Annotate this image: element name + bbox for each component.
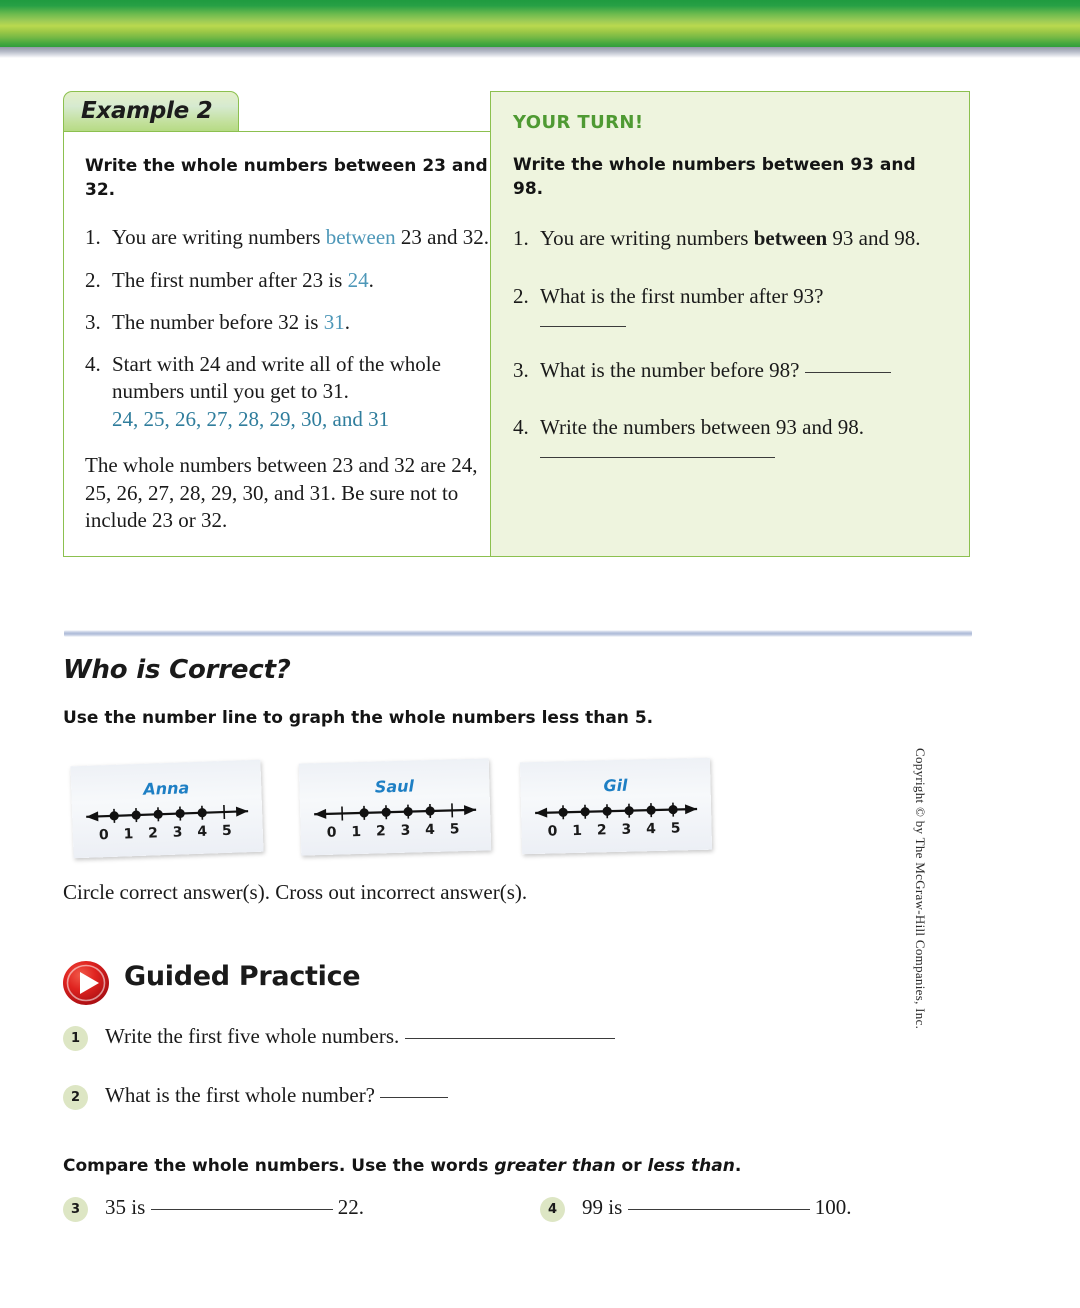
answer-blank[interactable] (405, 1038, 615, 1039)
page-content (0, 58, 1080, 1308)
step-number: 4. (513, 415, 529, 440)
your-turn-step (513, 357, 945, 384)
example-frame (63, 131, 519, 557)
step-answer-list: 24, 25, 26, 27, 28, 29, 30, and 31 (112, 406, 390, 431)
example-tab-label: Example 2 (81, 98, 213, 124)
step-text-post: . (344, 309, 350, 334)
compare-text-pre: Compare the whole numbers. Use the words (63, 1156, 495, 1176)
student-card-saul[interactable] (299, 758, 491, 855)
example-conclusion: The whole numbers between 23 and 32 are 24, 25, 26, 27, 28, 29, 30, and 31. Be sure not to include 23 or 32. (85, 453, 478, 533)
step-number: 2. (85, 267, 101, 292)
exercise-text: Write the first five whole numbers. (105, 1024, 400, 1048)
section-divider (64, 630, 972, 637)
student-name: Gil (603, 775, 628, 796)
your-turn-step (513, 225, 945, 252)
number-line-ticks: 0 1 2 3 4 5 (98, 822, 237, 844)
step-text-post: 93 and 98. (827, 226, 921, 251)
lesson-row (63, 91, 970, 557)
exercise-text: 99 is (582, 1195, 623, 1219)
step-text-post: 23 and 32. (395, 225, 489, 250)
step-number: 1. (85, 225, 101, 250)
example-step (85, 351, 496, 433)
exercise-badge: 3 (63, 1197, 88, 1222)
exercise-text: 35 is (105, 1195, 146, 1219)
compare-text-mid: or (615, 1156, 648, 1176)
exercise-trailing: 22. (337, 1195, 365, 1219)
your-turn-box (490, 91, 970, 557)
copyright-notice: Copyright © by The McGraw-Hill Companies, Inc. (913, 748, 928, 1030)
step-number: 3. (513, 357, 529, 382)
compare-italic-less: less than (647, 1156, 735, 1176)
step-text-pre: Start with 24 and write all of the whole numbers until you get to 31. (112, 352, 441, 404)
example-tab (63, 91, 239, 133)
answer-blank[interactable] (805, 372, 891, 373)
exercise-text: What is the first whole number? (105, 1083, 376, 1107)
answer-blank[interactable] (540, 326, 626, 327)
answer-blank[interactable] (540, 457, 775, 458)
play-button-icon (62, 960, 110, 1006)
step-number: 4. (85, 352, 101, 377)
who-is-correct-heading: Who is Correct? (63, 655, 291, 685)
exercise-2 (63, 1083, 448, 1110)
step-highlight: 31 (323, 309, 345, 334)
example-box (63, 91, 519, 557)
your-turn-prompt: Write the whole numbers between 93 and 98. (513, 155, 916, 200)
step-highlight: between (325, 225, 396, 250)
number-line-ticks: 0 1 2 3 4 5 (547, 820, 686, 840)
answer-blank[interactable] (628, 1209, 810, 1210)
your-turn-step (513, 283, 945, 327)
your-turn-title: YOUR TURN! (513, 112, 644, 133)
circle-instruction: Circle correct answer(s). Cross out incorrect answer(s). (63, 880, 528, 904)
exercise-4 (540, 1195, 852, 1222)
example-step (85, 309, 496, 336)
student-card-anna[interactable] (70, 760, 263, 859)
step-text-pre: You are writing numbers (540, 226, 754, 251)
banner-shadow (0, 47, 1080, 58)
example-step (85, 267, 496, 294)
step-text-pre: The number before 32 is (112, 309, 324, 334)
guided-practice-title: Guided Practice (124, 961, 361, 992)
exercise-badge: 1 (63, 1026, 88, 1051)
step-text-post: . (368, 267, 374, 292)
exercise-1 (63, 1024, 615, 1051)
compare-italic-greater: greater than (494, 1156, 616, 1176)
exercise-3 (63, 1195, 364, 1222)
exercise-trailing: 100. (814, 1195, 852, 1219)
top-decorative-banner (0, 0, 1080, 47)
your-turn-steps-list (513, 225, 945, 458)
compare-instruction (63, 1156, 741, 1176)
step-text-pre: What is the first number after 93? (540, 283, 824, 308)
example-steps-list (85, 224, 496, 433)
example-step (85, 224, 496, 251)
student-answer-cards (63, 753, 763, 863)
exercise-badge: 2 (63, 1085, 88, 1110)
step-text-pre: What is the number before 98? (540, 357, 805, 382)
step-text-pre: Write the numbers between 93 and 98. (540, 415, 864, 440)
answer-blank[interactable] (380, 1097, 448, 1098)
your-turn-step (513, 414, 945, 458)
step-highlight: 24 (347, 267, 369, 292)
answer-blank[interactable] (151, 1209, 333, 1210)
number-line-ticks: 0 1 2 3 4 5 (326, 821, 465, 841)
step-text-pre: You are writing numbers (112, 225, 326, 250)
student-name: Saul (374, 776, 415, 797)
exercise-badge: 4 (540, 1197, 565, 1222)
step-number: 1. (513, 226, 529, 251)
step-bold-word: between (753, 226, 828, 251)
who-is-correct-instruction: Use the number line to graph the whole numbers less than 5. (63, 708, 654, 728)
step-number: 2. (513, 283, 529, 308)
student-name: Anna (142, 778, 190, 799)
step-number: 3. (85, 309, 101, 334)
step-text-pre: The first number after 23 is (112, 267, 348, 292)
student-card-gil[interactable] (520, 758, 712, 855)
compare-text-post: . (734, 1156, 742, 1176)
example-prompt: Write the whole numbers between 23 and 32. (85, 156, 488, 201)
